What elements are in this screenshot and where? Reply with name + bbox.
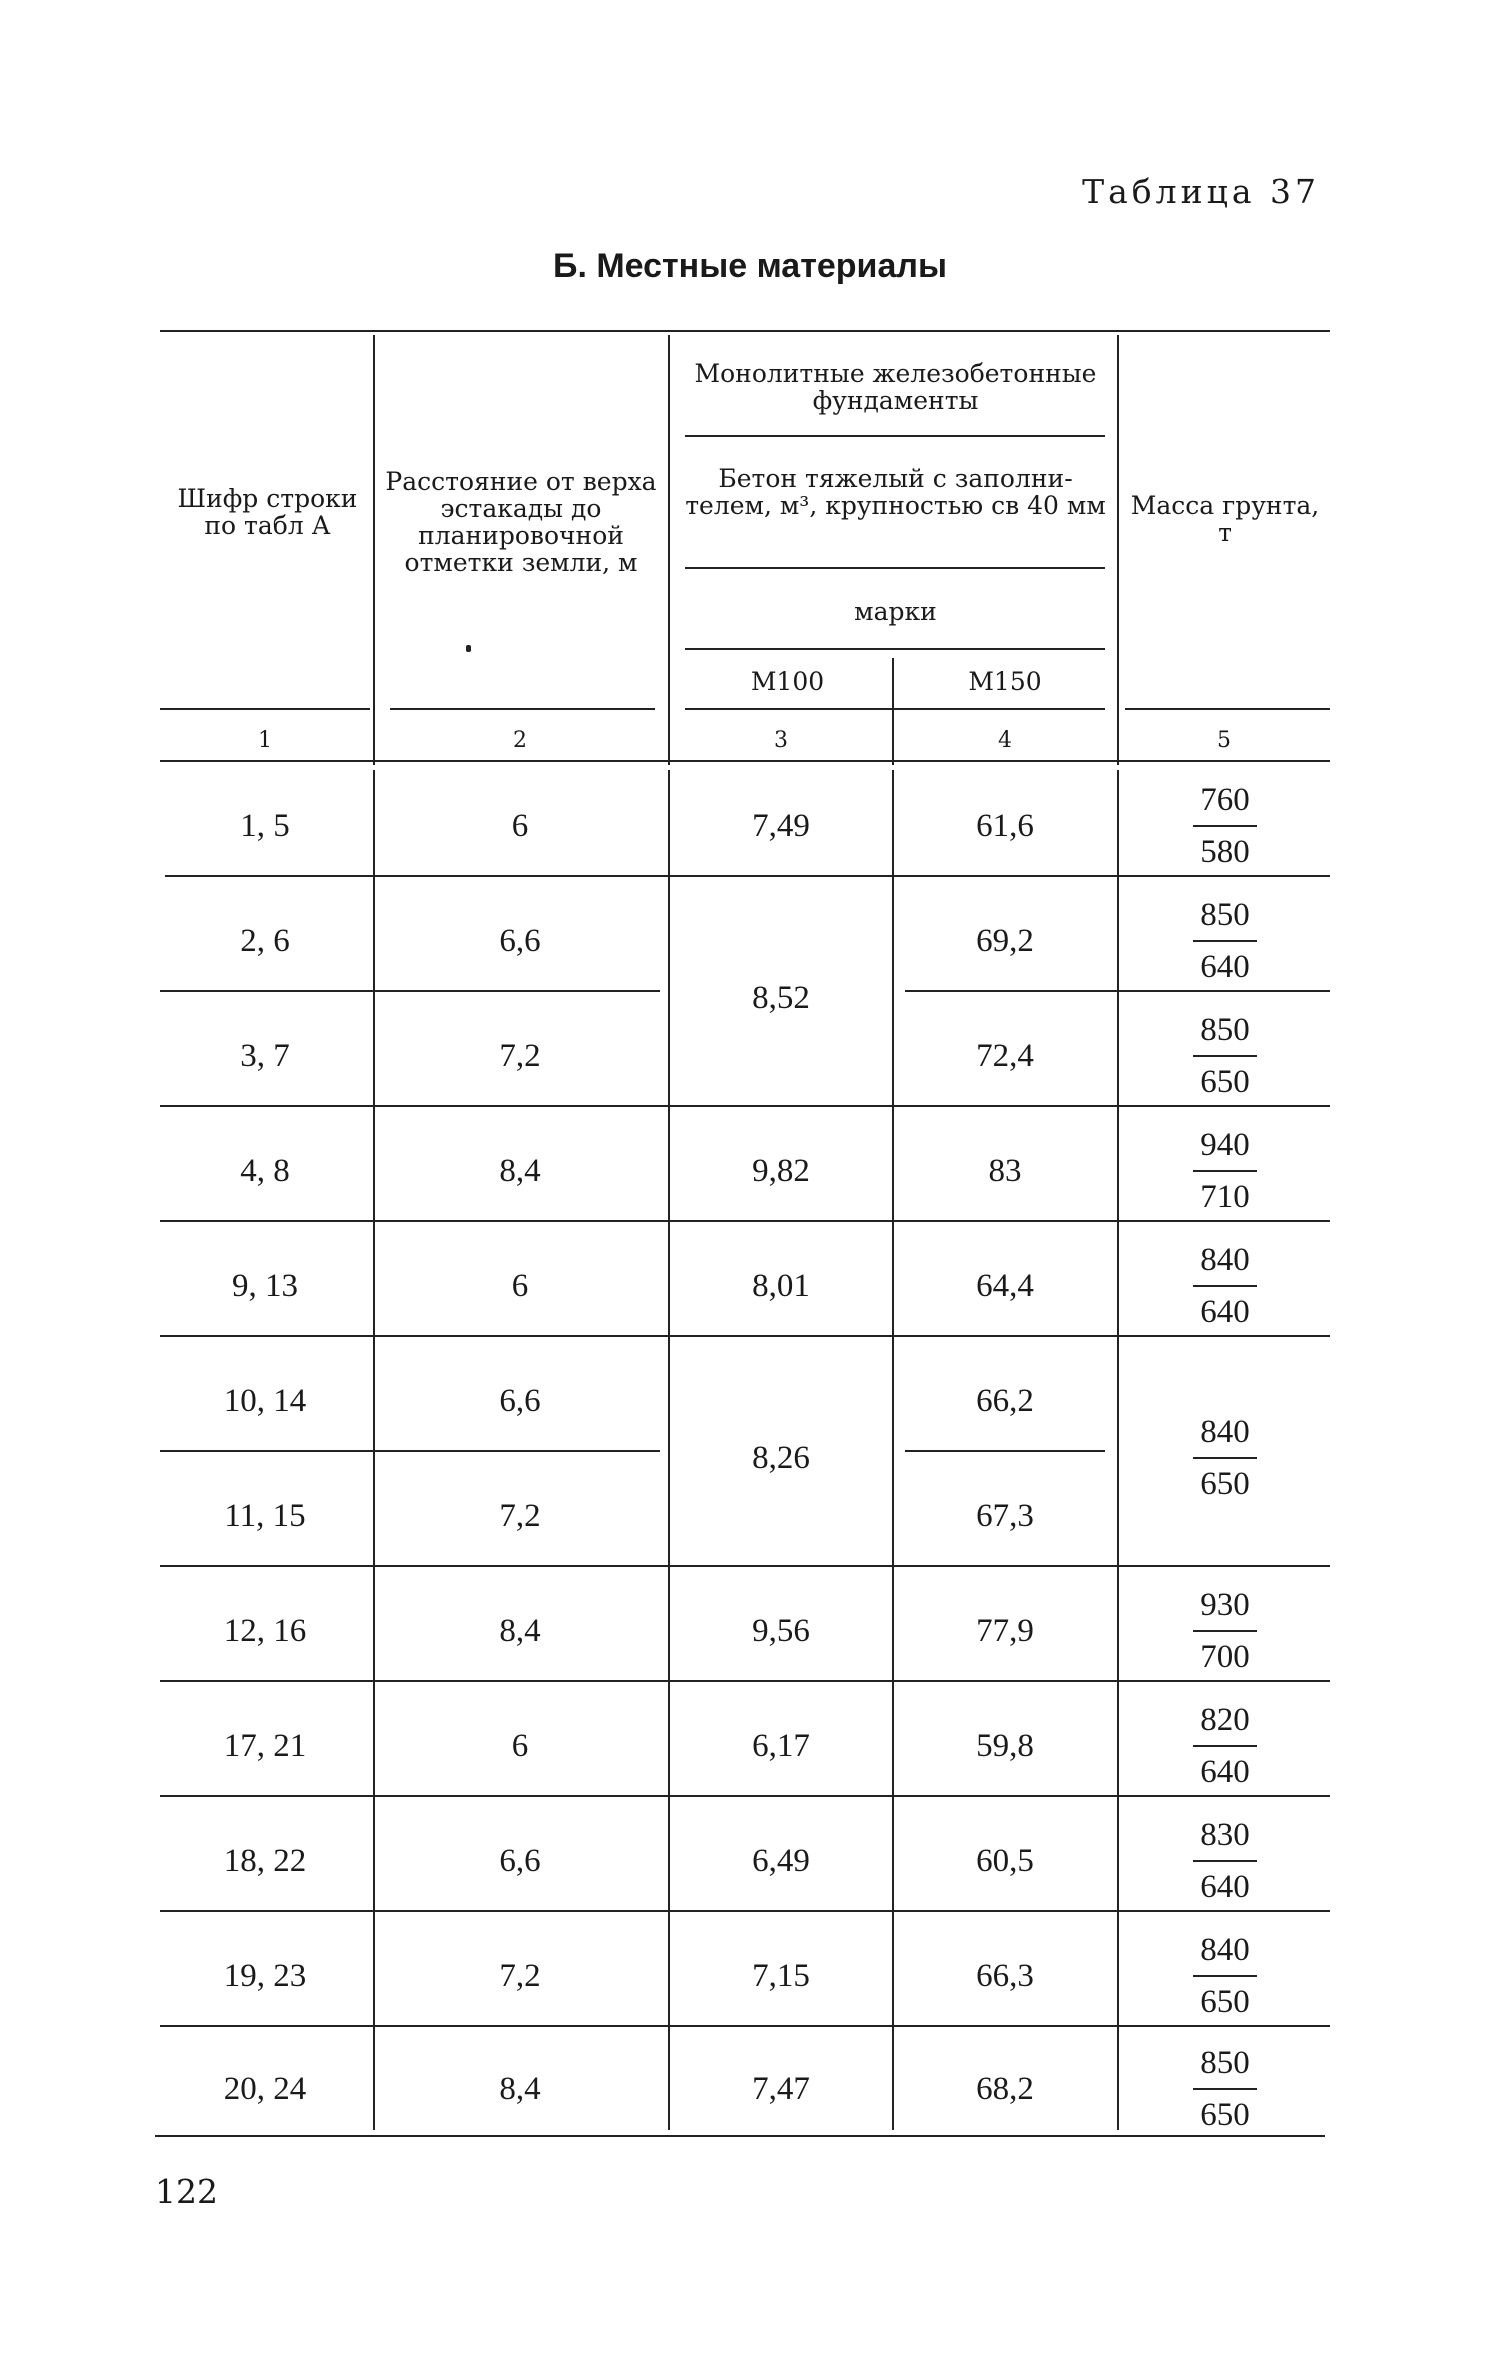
row-distance: 6 bbox=[511, 808, 529, 844]
soil-mass-bottom: 640 bbox=[1200, 1294, 1250, 1330]
header-soil-mass: Масса грунта, т bbox=[1130, 491, 1320, 547]
soil-mass-top: 830 bbox=[1200, 1817, 1250, 1853]
soil-mass-top: 760 bbox=[1200, 782, 1250, 818]
row-soil-mass bbox=[1170, 1813, 1280, 1909]
soil-mass-bottom: 650 bbox=[1200, 1984, 1250, 2020]
row-distance: 8,4 bbox=[499, 1613, 541, 1649]
soil-mass-bottom: 650 bbox=[1200, 1064, 1250, 1100]
row-code: 1, 5 bbox=[240, 808, 290, 844]
row-soil-mass bbox=[1170, 1123, 1280, 1219]
row-m150: 64,4 bbox=[976, 1268, 1034, 1304]
soil-mass-bottom: 640 bbox=[1200, 1754, 1250, 1790]
soil-mass-top: 850 bbox=[1200, 897, 1250, 933]
column-number: 3 bbox=[774, 728, 788, 753]
soil-mass-bottom: 640 bbox=[1200, 1869, 1250, 1905]
row-distance: 7,2 bbox=[499, 1498, 541, 1534]
soil-mass-top: 940 bbox=[1200, 1127, 1250, 1163]
soil-mass-top: 850 bbox=[1200, 1012, 1250, 1048]
row-distance: 6,6 bbox=[499, 1843, 541, 1879]
row-code: 11, 15 bbox=[224, 1498, 306, 1534]
row-soil-mass-merged bbox=[1170, 1410, 1280, 1506]
row-m150: 59,8 bbox=[976, 1728, 1034, 1764]
row-m150: 66,3 bbox=[976, 1958, 1034, 1994]
row-m100: 7,47 bbox=[752, 2071, 810, 2107]
row-m150: 68,2 bbox=[976, 2071, 1034, 2107]
row-distance: 6,6 bbox=[499, 923, 541, 959]
row-m150: 67,3 bbox=[976, 1498, 1034, 1534]
row-m100-merged: 8,26 bbox=[752, 1440, 810, 1476]
soil-mass-bottom: 580 bbox=[1200, 834, 1250, 870]
row-soil-mass bbox=[1170, 1583, 1280, 1679]
column-number: 2 bbox=[513, 728, 527, 753]
row-soil-mass bbox=[1170, 1008, 1280, 1104]
row-m100: 6,17 bbox=[752, 1728, 810, 1764]
page-number: 122 bbox=[155, 2172, 218, 2211]
soil-mass-top: 820 bbox=[1200, 1702, 1250, 1738]
header-distance: Расстояние от верха эстакады до планировочной отметки земли, м bbox=[385, 467, 657, 577]
header-concrete: Бетон тяжелый с заполни-телем, м³, крупностью св 40 мм bbox=[685, 464, 1106, 520]
ink-dot bbox=[466, 645, 471, 652]
row-code: 18, 22 bbox=[223, 1843, 307, 1879]
row-soil-mass bbox=[1170, 1238, 1280, 1334]
row-m150: 61,6 bbox=[976, 808, 1034, 844]
row-code: 12, 16 bbox=[223, 1613, 307, 1649]
row-m150: 77,9 bbox=[976, 1613, 1034, 1649]
row-soil-mass bbox=[1170, 778, 1280, 874]
row-m100: 7,49 bbox=[752, 808, 810, 844]
row-distance: 6 bbox=[511, 1728, 529, 1764]
row-m100: 8,01 bbox=[752, 1268, 810, 1304]
column-number: 1 bbox=[258, 728, 272, 753]
column-number: 4 bbox=[998, 728, 1012, 753]
soil-mass-bottom: 640 bbox=[1200, 949, 1250, 985]
row-m100: 6,49 bbox=[752, 1843, 810, 1879]
table-caption: Таблица 37 bbox=[1082, 172, 1320, 211]
soil-mass-top: 930 bbox=[1200, 1587, 1250, 1623]
row-m100: 9,82 bbox=[752, 1153, 810, 1189]
row-distance: 8,4 bbox=[499, 1153, 541, 1189]
row-m150: 69,2 bbox=[976, 923, 1034, 959]
row-distance: 6 bbox=[511, 1268, 529, 1304]
row-soil-mass bbox=[1170, 1698, 1280, 1794]
row-soil-mass bbox=[1170, 1928, 1280, 2024]
row-code: 4, 8 bbox=[240, 1153, 290, 1189]
row-code: 3, 7 bbox=[240, 1038, 290, 1074]
soil-mass-bottom: 700 bbox=[1200, 1639, 1250, 1675]
row-m150: 83 bbox=[988, 1153, 1022, 1189]
row-distance: 7,2 bbox=[499, 1958, 541, 1994]
row-distance: 6,6 bbox=[499, 1383, 541, 1419]
row-code: 2, 6 bbox=[240, 923, 290, 959]
header-code: Шифр строки по табл А bbox=[177, 484, 358, 540]
column-number: 5 bbox=[1217, 728, 1231, 753]
row-distance: 8,4 bbox=[499, 2071, 541, 2107]
header-foundations: Монолитные железобетонные фундаменты bbox=[694, 359, 1097, 415]
row-m100-merged: 8,52 bbox=[752, 980, 810, 1016]
row-code: 9, 13 bbox=[232, 1268, 298, 1304]
row-code: 19, 23 bbox=[223, 1958, 307, 1994]
row-m150: 66,2 bbox=[976, 1383, 1034, 1419]
row-soil-mass bbox=[1170, 893, 1280, 989]
row-code: 17, 21 bbox=[223, 1728, 307, 1764]
soil-mass-bottom: 650 bbox=[1200, 2097, 1250, 2133]
soil-mass-bottom: 710 bbox=[1200, 1179, 1250, 1215]
row-code: 10, 14 bbox=[223, 1383, 307, 1419]
header-marks: марки bbox=[854, 597, 937, 626]
soil-mass-top: 850 bbox=[1200, 2045, 1250, 2081]
row-m100: 7,15 bbox=[752, 1958, 810, 1994]
soil-mass-bottom: 650 bbox=[1200, 1466, 1250, 1502]
row-m150: 60,5 bbox=[976, 1843, 1034, 1879]
header-m150: М150 bbox=[968, 667, 1042, 696]
row-code: 20, 24 bbox=[223, 2071, 307, 2107]
section-title: Б. Местные материалы bbox=[553, 247, 947, 285]
row-soil-mass bbox=[1170, 2041, 1280, 2137]
soil-mass-top: 840 bbox=[1200, 1932, 1250, 1968]
row-distance: 7,2 bbox=[499, 1038, 541, 1074]
row-m150: 72,4 bbox=[976, 1038, 1034, 1074]
soil-mass-top: 840 bbox=[1200, 1242, 1250, 1278]
header-m100: М100 bbox=[750, 667, 825, 696]
row-m100: 9,56 bbox=[752, 1613, 810, 1649]
soil-mass-top: 840 bbox=[1200, 1414, 1250, 1450]
